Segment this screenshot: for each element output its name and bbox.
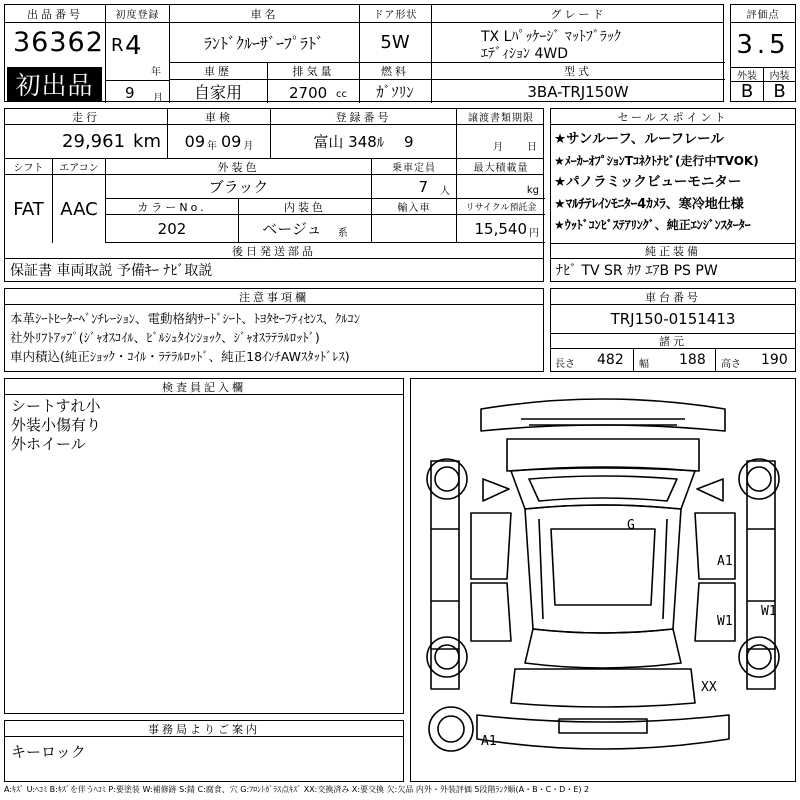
notes-box — [4, 288, 544, 372]
color-no-label: カラーNo. — [105, 199, 238, 214]
office-text: キーロック — [11, 743, 86, 761]
sales-point: ★ﾏﾙﾁﾃﾚｲﾝﾓﾆﾀｰ4ｶﾒﾗ、寒冷地仕様 — [554, 196, 744, 212]
right-side-doors — [747, 529, 775, 649]
sunroof — [551, 529, 655, 605]
capacity-value — [371, 175, 456, 198]
wheel-front-right-hub — [747, 467, 771, 491]
inspector-line: 外装小傷有り — [11, 416, 102, 434]
right-mirror — [697, 479, 723, 501]
inspection-date — [167, 125, 270, 158]
equipment: ﾅﾋﾞ TV SR ｶﾜ ｴｱB PS PW — [556, 263, 718, 279]
month-unit: 月 — [153, 93, 163, 104]
width-label: 幅 — [639, 359, 649, 370]
import-label: 輸入車 — [371, 199, 456, 214]
left-side-doors — [431, 529, 459, 649]
max-load-label: 最大積載量 — [456, 159, 545, 174]
right-door-front — [695, 513, 735, 579]
spare-tire — [429, 707, 473, 751]
mark-right-front-door: A1 — [717, 554, 733, 569]
inspector-box — [4, 378, 404, 714]
ext-color: ブラック — [105, 175, 371, 198]
length-label: 長さ — [555, 359, 575, 370]
windshield-outline — [511, 467, 695, 509]
car-name-label: 車名 — [169, 5, 359, 22]
displacement-label: 排気量 — [267, 62, 359, 80]
sales-points-box — [550, 108, 796, 282]
recycle-label: リサイクル預託金 — [456, 199, 545, 214]
sales-point: ★ﾒｰｶｰｵﾌﾟｼｮﾝTｺﾈｸﾄﾅﾋﾞ(走行中TVOK) — [554, 153, 759, 168]
rear-window — [525, 629, 681, 668]
capacity-label: 乗車定員 — [371, 159, 456, 174]
car-diagram-box — [410, 378, 796, 782]
transfer-month-unit: 月 — [493, 142, 503, 153]
history-label: 車歴 — [204, 65, 232, 78]
mileage: 29,961 — [62, 131, 126, 152]
note-line: 社外ﾘﾌﾄｱｯﾌﾟ(ｼﾞｬｵｽｺｲﾙ、ﾋﾞﾙｼｭﾀｲﾝｼｮｯｸ、ｼﾞｬｵｽﾗﾃﾗﾙﾛｯﾄﾞ) — [10, 330, 320, 345]
front-bumper-outline — [481, 399, 725, 431]
right-door-rear — [695, 583, 735, 641]
reg-number-label: 登録番号 — [270, 109, 456, 124]
specs-box — [4, 108, 544, 282]
sales-point: ★サンルーフ、ルーフレール — [554, 131, 724, 147]
dims-label: 諸元 — [659, 335, 687, 348]
transfer-day-unit: 日 — [527, 142, 537, 153]
import-value — [371, 215, 456, 242]
max-load-unit: kg — [526, 185, 539, 196]
mileage-unit: km — [133, 131, 161, 152]
capacity-unit: 人 — [440, 186, 450, 197]
month-number: 9 — [125, 84, 135, 102]
mark-spare: A1 — [481, 734, 497, 749]
office-label: 事務局よりご案内 — [148, 722, 260, 736]
door-shape: 5W — [380, 32, 410, 53]
note-line: 本革ｼｰﾄﾋｰﾀｰﾍﾞﾝﾁﾚｰｼｮﾝ、電動格納ｻｰﾄﾞｼｰﾄ、ﾄﾖﾀｾｰﾌﾃｨｾﾝｽ、ｸﾙｺﾝ — [10, 311, 361, 326]
displacement: 2700 — [289, 84, 328, 102]
inspection-month-unit: 月 — [243, 141, 254, 152]
inspection-month: 09 — [221, 132, 242, 151]
transfer-deadline — [456, 125, 545, 158]
grade-line-2: ｴﾃﾞｨｼｮﾝ 4WD — [481, 46, 568, 62]
first-listing-text: 初出品 — [15, 71, 94, 100]
inspection-label: 車検 — [167, 109, 270, 124]
history: 自家用 — [193, 83, 242, 102]
notes-label: 注意事項欄 — [239, 290, 309, 304]
chassis-label: 車台番号 — [645, 290, 701, 304]
front-grille — [521, 419, 685, 425]
wheel-rear-right — [739, 637, 779, 677]
recycle: 15,540 — [474, 219, 527, 238]
legend: A:ｷｽﾞ U:ﾍｺﾐ B:ｷｽﾞを伴うﾍｺﾐ P:要塗装 W:補修跡 S:錆 C:腐食、穴 G:ﾌﾛﾝﾄｶﾞﾗｽ点ｷｽﾞ XX:交換済み X:要交換 欠:欠品 内外・外装評価 5段階ﾗﾝｸ順(A・B・C・D・E) 2 — [4, 785, 590, 794]
mark-rear-right-wheel: XX — [701, 680, 717, 695]
shift: FAT — [13, 198, 44, 220]
capacity: 7 — [418, 177, 428, 196]
rear-hatch — [511, 669, 695, 707]
score-label: 評価点 — [746, 10, 780, 21]
year-unit: 年 — [151, 67, 161, 78]
wheel-front-left-hub — [435, 467, 459, 491]
fuel: ｶﾞｿﾘﾝ — [376, 83, 414, 101]
first-reg-label: 初度登録 — [105, 5, 169, 22]
ext-color-label: 外装色 — [105, 159, 371, 174]
car-name: ﾗﾝﾄﾞｸﾙｰｻﾞｰﾌﾟﾗﾄﾞ — [203, 34, 324, 53]
width: 188 — [679, 352, 706, 368]
roof-rail-right — [663, 519, 667, 619]
recycle-unit: 円 — [529, 228, 539, 239]
wheel-front-left — [427, 459, 467, 499]
rear-bumper-outline — [477, 715, 729, 749]
inspection-year: 09 — [184, 132, 205, 151]
mileage-value — [5, 125, 167, 158]
door-label: ドア形状 — [359, 5, 431, 22]
roof-rail-left — [539, 519, 543, 619]
grade-label: グレード — [431, 5, 725, 22]
reg-number: 富山 348ﾙ 9 — [270, 125, 456, 158]
year-number: 4 — [125, 31, 142, 61]
model-label: 型式 — [564, 65, 592, 78]
height: 190 — [761, 352, 788, 368]
roof-outline — [525, 505, 681, 633]
transfer-label: 譲渡書類期限 — [456, 109, 545, 124]
sales-point: ★パノラミックビューモニター — [554, 174, 742, 190]
equipment-label: 純正装備 — [645, 245, 701, 258]
int-color-label: 内装色 — [238, 199, 371, 214]
chassis-number: TRJ150-0151413 — [610, 310, 736, 328]
ac: AAC — [52, 175, 105, 243]
max-load-value — [456, 175, 545, 198]
sales-points-list — [554, 129, 759, 237]
int-color: ベージュ — [262, 220, 322, 238]
header-box — [4, 4, 724, 102]
sales-point: ★ｳｯﾄﾞｺﾝﾋﾞｽﾃｱﾘﾝｸﾞ、純正ｴﾝｼﾞﾝｽﾀｰﾀｰ — [554, 218, 751, 232]
wheel-rear-left — [427, 637, 467, 677]
first-listing-badge — [7, 67, 102, 101]
inspector-label: 検査員記入欄 — [162, 380, 246, 394]
wheel-front-right — [739, 459, 779, 499]
office-box — [4, 720, 404, 782]
later-parts-label: 後日発送部品 — [232, 244, 316, 258]
recycle-value — [456, 215, 545, 242]
ac-label: エアコン — [52, 159, 105, 174]
model: 3BA-TRJ150W — [527, 82, 629, 101]
later-parts: 保証書 車両取説 予備ｷｰ ﾅﾋﾞ取説 — [10, 263, 213, 279]
lot-label: 出品番号 — [27, 7, 83, 21]
color-no: 202 — [105, 215, 238, 242]
chassis-box — [550, 288, 796, 372]
length: 482 — [597, 352, 624, 368]
sales-points-label: セールスポイント — [617, 110, 729, 124]
mileage-label: 走行 — [72, 110, 100, 124]
mark-right-rear-door: W1 — [717, 614, 733, 629]
car-diagram — [411, 379, 795, 781]
note-line: 車内積込(純正ｼｮｯｸ・ｺｲﾙ・ﾗﾃﾗﾙﾛｯﾄﾞ、純正18ｲﾝﾁAWｽﾀｯﾄﾞﾚｽ) — [10, 349, 350, 364]
displacement-unit: cc — [336, 89, 347, 100]
shift-label: シフト — [13, 163, 44, 174]
windshield-inner — [529, 476, 677, 501]
height-label: 高さ — [721, 359, 741, 370]
exterior-label: 外装 — [737, 71, 757, 82]
interior-grade: B — [763, 82, 795, 101]
inspector-line: シートすれ小 — [11, 397, 101, 415]
int-color-suffix: 系 — [337, 228, 348, 239]
lot-number: 36362 — [13, 27, 104, 58]
inspector-line: 外ホイール — [11, 435, 86, 453]
mark-right-side: W1 — [761, 604, 777, 619]
score-value: 3.5 — [736, 30, 790, 60]
notes-list — [10, 309, 360, 366]
score-box — [730, 4, 796, 102]
inspector-notes — [11, 397, 101, 454]
inspection-year-unit: 年 — [207, 141, 217, 152]
left-mirror — [483, 479, 509, 501]
spare-tire-hub — [438, 716, 464, 742]
interior-label: 内装 — [763, 68, 795, 81]
grade-line-1: TX Lﾊﾟｯｹｰｼﾞ ﾏｯﾄﾌﾞﾗｯｸ — [481, 29, 621, 45]
int-color-value — [238, 215, 371, 242]
era: R — [111, 35, 124, 56]
fuel-label: 燃料 — [381, 65, 409, 78]
mark-windshield: G — [627, 518, 635, 533]
exterior-grade: B — [740, 81, 754, 102]
left-door-front — [471, 513, 511, 579]
left-door-rear — [471, 583, 511, 641]
